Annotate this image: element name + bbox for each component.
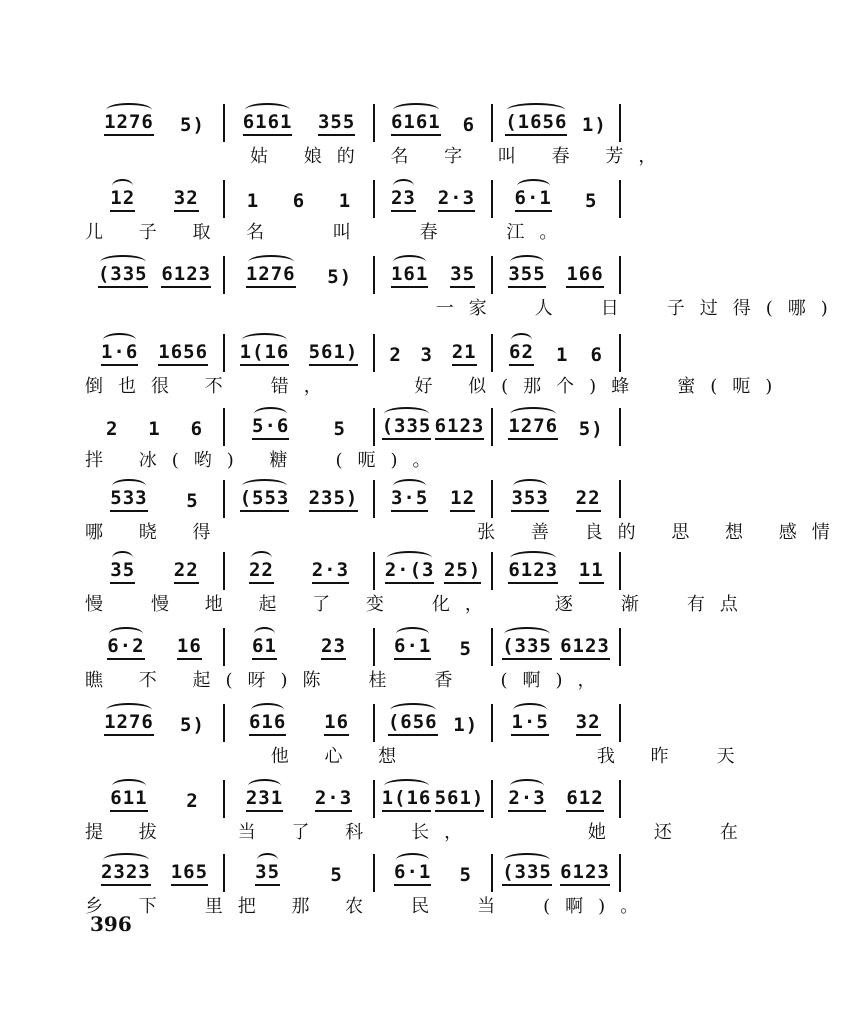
notation-row — [85, 404, 620, 448]
note-group: 22 — [174, 559, 199, 584]
note-group: (553 — [240, 487, 290, 512]
measure — [85, 176, 224, 220]
note-group: 12 — [110, 187, 135, 212]
measure — [85, 252, 224, 296]
note-group: 6 — [190, 418, 204, 440]
measure — [492, 252, 620, 296]
bar-line — [619, 334, 621, 372]
lyrics-row — [85, 590, 753, 620]
note-group: 353 — [511, 487, 548, 512]
lyrics-row — [85, 142, 672, 172]
measure — [85, 850, 224, 894]
note-group: 6 — [292, 190, 306, 212]
note-group: 5 — [459, 638, 472, 660]
note-group: 6·1 — [394, 635, 431, 660]
measure — [224, 176, 374, 220]
lyrics-text: 他 心 想 我 昨 天 — [85, 746, 750, 767]
note-group: 2323 — [101, 861, 151, 886]
measure — [492, 776, 620, 820]
note-group: 2 — [389, 344, 402, 366]
note-group: 2·3 — [315, 787, 352, 812]
note-group: 35 — [255, 861, 280, 886]
measure — [492, 476, 620, 520]
lyrics-text: 哪 晓 得 张 善 良的 思 想 感情 — [85, 522, 845, 543]
note-group: 1276 — [508, 415, 558, 440]
measure — [374, 700, 492, 744]
bar-line — [619, 780, 621, 818]
note-group: 6·1 — [515, 187, 552, 212]
note-group: (656 — [388, 711, 438, 736]
measure — [492, 700, 620, 744]
note-group: 5 — [186, 490, 199, 512]
note-group: 22 — [576, 487, 601, 512]
lyrics-text: 拌 冰(哟) 糖 (呃)。 — [85, 450, 446, 471]
note-group: 5) — [180, 714, 205, 736]
lyrics-row — [85, 294, 843, 324]
note-group: 23 — [391, 187, 416, 212]
note-group: 5 — [584, 190, 598, 212]
measure — [224, 100, 374, 144]
measure — [224, 404, 374, 448]
note-group: 2 — [186, 790, 199, 812]
note-group: 1 — [148, 418, 161, 440]
note-group: 6123 — [508, 559, 558, 584]
note-group: (335 — [502, 635, 552, 660]
note-group: 6 — [590, 344, 603, 366]
measure — [224, 252, 374, 296]
note-group: 6161 — [243, 111, 293, 136]
note-group: 1(16 — [382, 787, 432, 812]
note-group: 6123 — [435, 415, 485, 440]
notation-row — [85, 700, 620, 744]
note-group: 3 — [420, 344, 433, 366]
note-group: 1656 — [158, 341, 208, 366]
measure — [374, 404, 492, 448]
measure — [85, 776, 224, 820]
measure — [85, 330, 224, 374]
measure — [224, 624, 374, 668]
note-group: 6 — [462, 114, 476, 136]
note-group: 32 — [576, 711, 601, 736]
bar-line — [619, 256, 621, 294]
note-group: 5 — [459, 864, 472, 886]
note-group: 21 — [452, 341, 477, 366]
bar-line — [619, 180, 621, 218]
lyrics-row — [85, 742, 750, 772]
measure — [492, 404, 620, 448]
note-group: 2·(3 — [385, 559, 435, 584]
note-group: 1) — [453, 714, 479, 736]
note-group: 1(16 — [240, 341, 290, 366]
note-group: 1) — [581, 114, 607, 136]
lyrics-row — [85, 666, 620, 696]
notation-row — [85, 176, 620, 220]
note-group: 1·6 — [101, 341, 138, 366]
measure — [224, 850, 374, 894]
note-group: 561) — [435, 787, 485, 812]
measure — [85, 624, 224, 668]
lyrics-row — [85, 218, 620, 248]
notation-row — [85, 624, 620, 668]
measure — [374, 548, 492, 592]
note-group: 32 — [174, 187, 199, 212]
page-number: 396 — [90, 912, 132, 936]
measure — [224, 476, 374, 520]
note-group: 61 — [252, 635, 277, 660]
note-group: 611 — [110, 787, 147, 812]
lyrics-row — [85, 518, 845, 548]
note-group: 2 — [105, 418, 119, 440]
bar-line — [619, 628, 621, 666]
note-group: 5·6 — [252, 415, 289, 440]
note-group: 355 — [318, 111, 355, 136]
note-group: 6·2 — [107, 635, 144, 660]
note-group: 612 — [566, 787, 603, 812]
notation-row — [85, 330, 620, 374]
note-group: 16 — [324, 711, 349, 736]
measure — [374, 624, 492, 668]
measure — [492, 176, 620, 220]
note-group: (335 — [502, 861, 552, 886]
note-group: 1276 — [104, 711, 154, 736]
lyrics-text: 提 拔 当 了 科 长， 她 还 在 — [85, 822, 753, 843]
measure — [374, 850, 492, 894]
lyrics-text: 儿 子 取 名 叫 春 江。 — [85, 222, 573, 243]
note-group: 5 — [333, 418, 346, 440]
note-group: 6123 — [560, 861, 610, 886]
note-group: 11 — [579, 559, 604, 584]
lyrics-row — [85, 892, 654, 922]
bar-line — [619, 408, 621, 446]
bar-line — [619, 104, 621, 142]
measure — [374, 776, 492, 820]
note-group: 533 — [110, 487, 147, 512]
note-group: (1656 — [505, 111, 567, 136]
bar-line — [619, 552, 621, 590]
note-group: 561) — [309, 341, 359, 366]
note-group: 1 — [555, 344, 569, 366]
note-group: 23 — [321, 635, 346, 660]
note-group: 5) — [180, 114, 205, 136]
note-group: 1276 — [104, 111, 154, 136]
lyrics-row — [85, 446, 620, 476]
notation-row — [85, 476, 620, 520]
note-group: 35 — [450, 263, 475, 288]
lyrics-row — [85, 372, 788, 402]
bar-line — [619, 704, 621, 742]
note-group: 25) — [444, 559, 481, 584]
note-group: 6·1 — [394, 861, 431, 886]
notation-row — [85, 850, 620, 894]
measure — [374, 176, 492, 220]
note-group: 35 — [110, 559, 135, 584]
note-group: 165 — [171, 861, 208, 886]
note-group: 235) — [309, 487, 359, 512]
note-group: 1 — [246, 190, 260, 212]
note-group: 6161 — [391, 111, 441, 136]
measure — [224, 700, 374, 744]
notation-row — [85, 548, 620, 592]
measure — [85, 100, 224, 144]
notation-row — [85, 252, 620, 296]
measure — [224, 776, 374, 820]
lyrics-row — [85, 818, 753, 848]
note-group: 22 — [249, 559, 274, 584]
note-group: 1276 — [246, 263, 296, 288]
note-group: 5) — [327, 266, 353, 288]
bar-line — [619, 480, 621, 518]
note-group: 62 — [509, 341, 534, 366]
note-group: 2·3 — [312, 559, 349, 584]
note-group: 6123 — [560, 635, 610, 660]
measure — [85, 404, 224, 448]
measure — [374, 252, 492, 296]
measure — [224, 548, 374, 592]
note-group: 616 — [249, 711, 286, 736]
measure — [492, 548, 620, 592]
measure — [85, 548, 224, 592]
measure — [85, 476, 224, 520]
note-group: 5 — [330, 864, 343, 886]
lyrics-text: 姑 娘的 名 字 叫 春 芳， — [85, 146, 672, 167]
note-group: 1·5 — [511, 711, 548, 736]
measure — [492, 624, 620, 668]
note-group: (335 — [382, 415, 432, 440]
note-group: 355 — [508, 263, 545, 288]
measure — [224, 330, 374, 374]
note-group: 161 — [391, 263, 428, 288]
note-group: 3·5 — [391, 487, 428, 512]
note-group: (335 — [98, 263, 148, 288]
lyrics-text: 慢 慢 地 起 了 变 化， 逐 渐 有点 — [85, 594, 753, 615]
lyrics-text: 一家 人 日 子过得(哪) — [85, 298, 843, 319]
note-group: 166 — [566, 263, 603, 288]
measure — [492, 100, 620, 144]
note-group: 2·3 — [508, 787, 545, 812]
notation-row — [85, 100, 620, 144]
note-group: 16 — [177, 635, 202, 660]
measure — [374, 100, 492, 144]
measure — [85, 700, 224, 744]
lyrics-text: 倒也很 不 错， 好 似(那个)蜂 蜜(呃) — [85, 376, 788, 397]
note-group: 1 — [338, 190, 352, 212]
notation-row — [85, 776, 620, 820]
measure — [492, 330, 620, 374]
measure — [374, 330, 492, 374]
note-group: 5) — [578, 418, 604, 440]
note-group: 2·3 — [438, 187, 475, 212]
lyrics-text: 乡 下 里把 那 农 民 当 (啊)。 — [85, 896, 654, 917]
measure — [374, 476, 492, 520]
note-group: 6123 — [161, 263, 211, 288]
bar-line — [619, 854, 621, 892]
lyrics-text: 瞧 不 起(呀)陈 桂 香 (啊)， — [85, 670, 611, 691]
measure — [492, 850, 620, 894]
note-group: 231 — [246, 787, 283, 812]
note-group: 12 — [450, 487, 475, 512]
